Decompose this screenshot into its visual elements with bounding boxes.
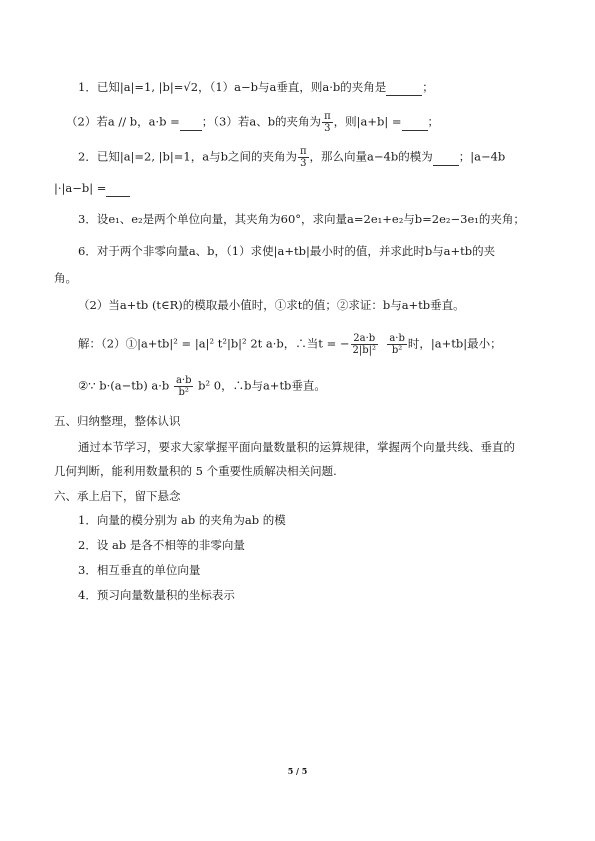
answer-blank (386, 79, 422, 96)
problem-3: 3．设e₁、e₂是两个单位向量，其夹角为60°，求向量a=2e₁+e₂与b=2e₂−3e₁的夹角； (78, 212, 525, 226)
section-5-paragraph-line-1: 通过本节学习，要求大家掌握平面向量数量积的运算规律，掌握两个向量共线、垂直的 (78, 440, 515, 454)
list-item: 3．相互垂直的单位向量 (78, 563, 201, 577)
solution-line-1 (78, 333, 502, 356)
solution-text: ②∵ b·(a−tb) a·b (78, 378, 170, 393)
answer-blank (106, 180, 130, 197)
problem-2-part-2: ，那么向量a−4b的模为 (309, 149, 433, 164)
problem-2-line-2 (54, 180, 130, 197)
problem-1-part-4: ，则|a+b| = (333, 114, 402, 129)
problem-1-line-1: 1．已知|a|=1, |b|=√2，（1）a−b与a垂直，则a·b的夹角是 ； (78, 80, 434, 94)
list-item: 4．预习向量数量积的坐标表示 (78, 588, 235, 602)
answer-blank (433, 149, 459, 166)
section-5-heading: 五、归纳整理，整体认识 (54, 414, 181, 428)
problem-6-line-2: 角。 (54, 271, 77, 285)
problem-1-line-2: （2）若a // b，a·b = ；（3）若a、b的夹角为 $\frac{\pi}{3}$ ，则|a+b| = ； (66, 111, 440, 134)
problem-1-part-2: （2）若a // b，a·b = (66, 114, 180, 129)
fraction-pi-over-3: $\frac{\pi}{3}$ (299, 146, 307, 169)
fraction: $\frac{2a\cdot b}{\text{2|b|²}}$ (352, 333, 377, 356)
problem-6-part-2: （2）当a+tb (t∈R)的模取最小值时，①求t的值；②求证：b与a+tb垂直。 (78, 298, 465, 312)
page-number: 5 / 5 (287, 766, 308, 776)
problem-2-text: 2．已知|a|=2, |b|=1，a与b之间的夹角为 (78, 149, 297, 164)
fraction-pi-over-3: $\frac{\pi}{3}$ (324, 111, 331, 134)
problem-6-line-1: 6．对于两个非零向量a、b，（1）求使|a+tb|最小时的值，并求此时b与a+tb的夹 (78, 244, 496, 258)
problem-2-line-1 (78, 146, 505, 169)
list-item: 1．向量的模分别为 ab 的夹角为ab 的模 (78, 513, 286, 527)
section-6-heading: 六、承上启下，留下悬念 (54, 489, 181, 503)
solution-text: 时，|a+tb|最小； (407, 336, 502, 351)
solution-text: b² 0，∴b与a+tb垂直。 (198, 378, 326, 393)
solution-line-2 (78, 375, 326, 398)
list-item: 2．设 ab 是各不相等的非零向量 (78, 538, 245, 552)
problem-2-part-3: ；|a−4b (458, 149, 506, 164)
fraction: $\frac{a\cdot b}{\text{b²}}$ (389, 333, 405, 356)
problem-2-part-4: |·|a−b| = (54, 181, 107, 195)
section-5-paragraph-line-2: 几何判断，能利用数量积的 5 个重要性质解决相关问题. (54, 464, 337, 478)
problem-1-text: 1．已知|a|=1, |b|=√2，（1）a−b与a垂直，则a·b的夹角是 (78, 80, 387, 94)
answer-blank (180, 114, 202, 131)
solution-text: 解：（2）①|a+tb|² = |a|² t²|b|² 2t a·b，∴当t = − (78, 336, 350, 351)
fraction: $\frac{a\cdot b}{\text{b²}}$ (175, 375, 192, 398)
problem-1-part-3: ；（3）若a、b的夹角为 (201, 114, 322, 129)
answer-blank (402, 114, 428, 131)
